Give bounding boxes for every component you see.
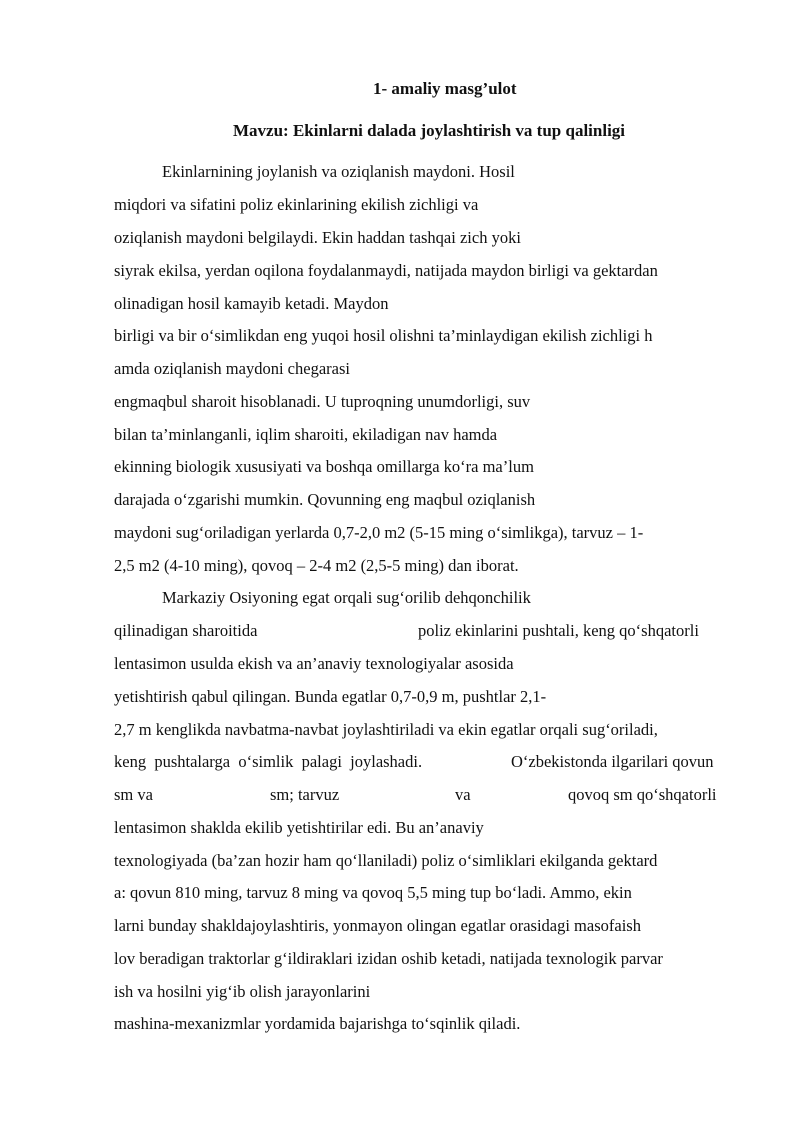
text-segment: sm va (114, 785, 153, 804)
text-line: 2,7 m kenglikda navbatma-navbat joylashtiriladi va ekin egatlar orqali sug‘oriladi, (114, 720, 658, 739)
text-segment: va (455, 785, 471, 804)
text-line: maydoni sug‘oriladigan yerlarda 0,7-2,0 m2 (5-15 ming o‘simlikga), tarvuz – 1- (114, 523, 644, 542)
text-line: siyrak ekilsa, yerdan oqilona foydalanmaydi, natijada maydon birligi va gektardan (114, 261, 658, 280)
text-line: ish va hosilni yig‘ib olish jarayonlarini (114, 982, 371, 1001)
text-line-split (511, 752, 714, 772)
page-heading: 1- amaliy masg’ulot (373, 79, 517, 98)
text-line: oziqlanish maydoni belgilaydi. Ekin haddan tashqai zich yoki (114, 228, 521, 247)
text-line: lentasimon shaklda ekilib yetishtirilar edi. Bu an’anaviy (114, 818, 484, 837)
topic-title: Mavzu: Ekinlarni dalada joylashtirish va tup qalinligi (233, 121, 626, 140)
text-line: 2,5 m2 (4-10 ming), qovoq – 2-4 m2 (2,5-5 ming) dan iborat. (114, 556, 519, 575)
text-line: engmaqbul sharoit hisoblanadi. U tuproqning unumdorligi, suv (114, 392, 531, 411)
text-line: Markaziy Osiyoning egat orqali sug‘orilib dehqonchilik (162, 588, 531, 607)
text-line: darajada o‘zgarishi mumkin. Qovunning eng maqbul oziqlanish (114, 490, 536, 509)
text-line: lentasimon usulda ekish va an’anaviy texnologiyalar asosida (114, 654, 514, 673)
text-segment: keng pushtalarga o‘simlik palagi joylashadi. (114, 752, 423, 771)
text-line-split (418, 621, 699, 641)
text-segment: sm; tarvuz (270, 785, 340, 804)
text-line: amda oziqlanish maydoni chegarasi (114, 359, 350, 378)
text-line: texnologiyada (ba’zan hozir ham qo‘llaniladi) poliz o‘simliklari ekilganda gektard (114, 851, 658, 870)
text-line: larni bunday shakldajoylashtiris, yonmayon olingan egatlar orasidagi masofaish (114, 916, 641, 935)
text-line: ekinning biologik xususiyati va boshqa omillarga ko‘ra ma’lum (114, 457, 534, 476)
text-line: birligi va bir o‘simlikdan eng yuqoi hosil olishni ta’minlaydigan ekilish zichligi h (114, 326, 653, 345)
text-line-split (114, 621, 257, 641)
text-segment: O‘zbekistonda ilgarilari qovun (511, 752, 714, 771)
text-line: mashina-mexanizmlar yordamida bajarishga to‘sqinlik qiladi. (114, 1014, 521, 1033)
text-line-split (114, 752, 422, 772)
text-line: miqdori va sifatini poliz ekinlarining ekilish zichligi va (114, 195, 479, 214)
text-line: Ekinlarnining joylanish va oziqlanish maydoni. Hosil (162, 162, 515, 181)
text-line: a: qovun 810 ming, tarvuz 8 ming va qovoq 5,5 ming tup bo‘ladi. Ammo, ekin (114, 883, 632, 902)
text-line: bilan ta’minlanganli, iqlim sharoiti, ekiladigan nav hamda (114, 425, 498, 444)
text-segment: qilinadigan sharoitida (114, 621, 258, 640)
text-line: olinadigan hosil kamayib ketadi. Maydon (114, 294, 389, 313)
text-segment: qovoq sm qo‘shqatorli (568, 785, 717, 804)
text-line: lov beradigan traktorlar g‘ildiraklari izidan oshib ketadi, natijada texnologik parvar (114, 949, 663, 968)
text-segment: poliz ekinlarini pushtali, keng qo‘shqatorli (418, 621, 699, 640)
text-line: yetishtirish qabul qilingan. Bunda egatlar 0,7-0,9 m, pushtlar 2,1- (114, 687, 547, 706)
